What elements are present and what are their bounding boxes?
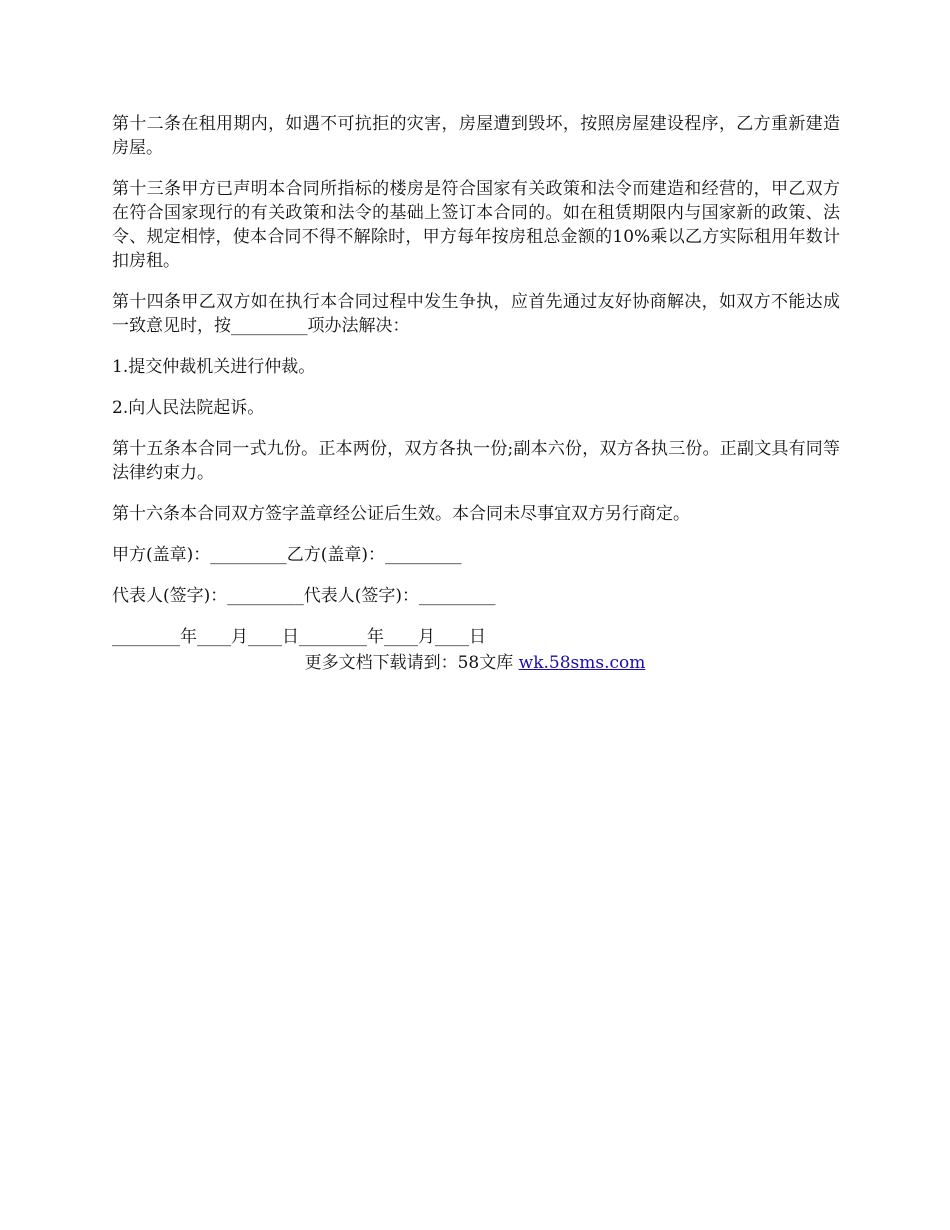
date-line: ________年____月____日________年____月____日 [112,627,486,647]
representative-signature-line: 代表人(签字)：_________代表人(签字)：_________ [112,586,496,606]
article-15: 第十五条本合同一式九份。正本两份，双方各执一份;副本六份，双方各执三份。正副文具有同等法律约束力。 [112,439,840,483]
download-footer [0,651,950,675]
party-seal-line: 甲方(盖章)：_________乙方(盖章)：_________ [112,545,462,565]
article-16: 第十六条本合同双方签字盖章经公证后生效。本合同未尽事宜双方另行商定。 [112,504,690,524]
option-1: 1.提交仲裁机关进行仲裁。 [112,357,316,377]
article-14: 第十四条甲乙双方如在执行本合同过程中发生争执，应首先通过友好协商解决，如双方不能达成一致意见时，按_________项办法解决： [112,292,840,336]
article-12: 第十二条在租用期内，如遇不可抗拒的灾害，房屋遭到毁坏，按照房屋建设程序，乙方重新建造房屋。 [112,114,840,158]
option-2: 2.向人民法院起诉。 [112,398,265,418]
document-body [112,112,840,666]
footer-link[interactable]: wk.58sms.com [518,653,646,673]
article-13: 第十三条甲方已声明本合同所指标的楼房是符合国家有关政策和法令而建造和经营的，甲乙双方在符合国家现行的有关政策和法令的基础上签订本合同的。如在租赁期限内与国家新的政策、法令、规定相悖，使本合同不得不解除时，甲方每年按房租总金额的10%乘以乙方实际租用年数计扣房租。 [112,179,840,271]
footer-text: 更多文档下载请到：58文库 [304,653,514,673]
